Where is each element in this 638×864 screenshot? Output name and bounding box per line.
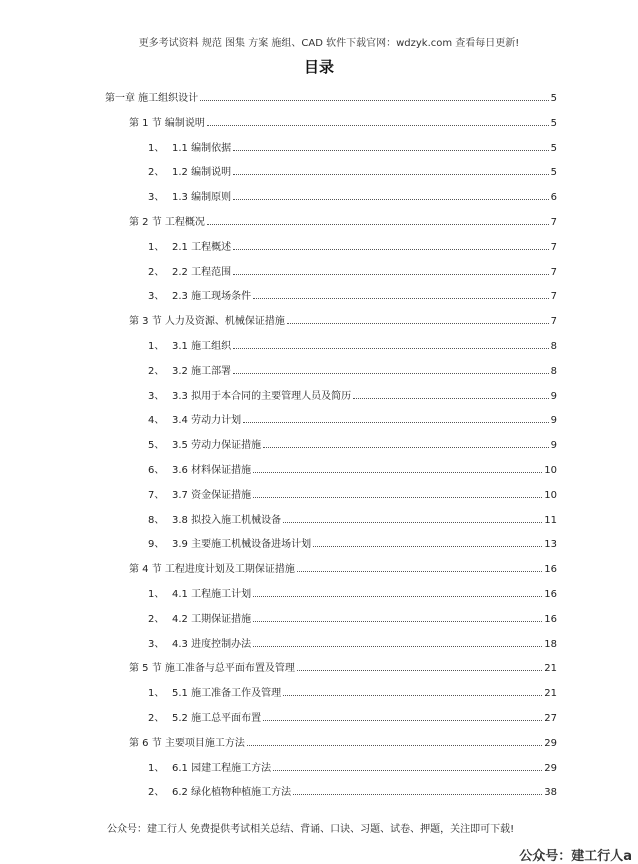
toc-entry-text (148, 486, 253, 501)
toc-page-number: 7 (550, 291, 557, 303)
toc-entry-title: 4.2 工期保证措施 (172, 613, 252, 625)
toc-subsection[interactable] (148, 708, 557, 724)
toc-page-number: 7 (550, 266, 557, 278)
toc-dot-leader (273, 770, 542, 771)
toc-entry-number: 1、 (148, 762, 165, 774)
page-title: 目录 (303, 58, 334, 76)
toc-dot-leader (293, 794, 542, 795)
toc-entry-title: 3.6 材料保证措施 (172, 465, 252, 476)
toc-page-number: 7 (550, 316, 557, 328)
toc-page-number: 9 (550, 415, 557, 427)
toc-entry-text (148, 188, 233, 203)
toc-subsection[interactable] (148, 262, 557, 278)
toc-entry-number: 3、 (148, 291, 165, 303)
toc-entry-text (148, 535, 313, 550)
toc-page-number: 5 (550, 93, 557, 104)
toc-entry-title: 2.3 施工现场条件 (172, 291, 252, 303)
toc-entry-text (148, 511, 283, 526)
toc-dot-leader (253, 646, 542, 647)
toc-page-number: 7 (550, 241, 557, 253)
toc-page-number: 38 (544, 787, 557, 799)
toc-entry-text: 第一章 施工组织设计 (105, 93, 199, 104)
toc-dot-leader (233, 249, 549, 250)
toc-entry-number: 1、 (148, 688, 165, 700)
toc-entry-title: 3.5 劳动力保证措施 (172, 440, 262, 452)
toc-entry-title: 3.3 拟用于本合同的主要管理人员及简历 (172, 390, 352, 402)
toc-subsection[interactable] (148, 758, 557, 774)
toc-subsection[interactable] (148, 634, 557, 650)
toc-page-number: 8 (550, 365, 557, 377)
toc-dot-leader (233, 348, 549, 349)
toc-entry-title: 1.1 编制依据 (172, 142, 232, 154)
toc-page-number: 27 (544, 713, 557, 724)
toc-entry-number: 8、 (148, 514, 165, 526)
toc-dot-leader (253, 497, 542, 498)
toc-dot-leader (207, 125, 549, 126)
toc-entry-number: 9、 (148, 539, 165, 551)
toc-subsection[interactable] (148, 683, 557, 699)
toc-subsection[interactable] (148, 435, 557, 451)
toc-entry-text (148, 337, 233, 352)
toc-entry-title: 3.8 拟投入施工机械设备 (172, 514, 282, 526)
toc-entry-text: 第 5 节 施工准备与总平面布置及管理 (129, 663, 295, 675)
toc-entry-text (148, 759, 273, 774)
toc-dot-leader (263, 720, 542, 721)
toc-entry-title: 1.3 编制原则 (172, 192, 232, 204)
toc-entry-text (148, 585, 253, 600)
toc-section[interactable] (129, 733, 557, 749)
watermark: 公众号：建工行人a (519, 849, 632, 864)
toc-entry-title: 5.2 施工总平面布置 (172, 713, 262, 724)
toc-page-number: 16 (544, 613, 557, 625)
toc-page-number: 21 (544, 688, 557, 700)
toc-entry-number: 3、 (148, 638, 165, 650)
toc-entry-text (148, 362, 233, 377)
toc-subsection[interactable] (148, 460, 557, 476)
toc-entry-title: 3.2 施工部署 (172, 365, 232, 377)
toc-page-number: 5 (550, 117, 557, 129)
toc-subsection[interactable] (148, 162, 557, 178)
toc-entry-number: 2、 (148, 713, 165, 724)
toc-dot-leader (297, 670, 542, 671)
toc-entry-text: 第 4 节 工程进度计划及工期保证措施 (129, 564, 295, 576)
toc-subsection[interactable] (148, 584, 557, 600)
toc-entry-text (148, 139, 233, 154)
toc-dot-leader (263, 447, 549, 448)
toc-page-number: 8 (550, 341, 557, 352)
toc-entry-number: 2、 (148, 365, 165, 377)
toc-section[interactable] (129, 212, 557, 228)
toc-section[interactable] (129, 658, 557, 674)
toc-page-number: 10 (544, 489, 557, 501)
toc-entry-text (148, 461, 253, 476)
toc-subsection[interactable] (148, 510, 557, 526)
toc-chapter[interactable] (105, 88, 557, 104)
toc-dot-leader (233, 199, 549, 200)
toc-entry-text (148, 238, 233, 253)
toc-entry-title: 6.2 绿化植物种植施工方法 (172, 787, 292, 799)
toc-section[interactable] (129, 311, 557, 327)
toc-dot-leader (247, 745, 542, 746)
toc-page-number: 16 (544, 564, 557, 576)
toc-page-number: 18 (544, 638, 557, 650)
toc-entry-text (148, 610, 253, 625)
toc-entry-title: 4.1 工程施工计划 (172, 589, 252, 600)
toc-subsection[interactable] (148, 237, 557, 253)
toc-dot-leader (287, 323, 549, 324)
toc-subsection[interactable] (148, 485, 557, 501)
toc-dot-leader (253, 621, 542, 622)
toc-subsection[interactable] (148, 138, 557, 154)
page-header: 更多考试资料 规范 图集 方案 施组、CAD 软件下载官网：wdzyk.com 查看每日更新! (138, 38, 520, 49)
toc-subsection[interactable] (148, 286, 557, 302)
toc-entry-text: 第 6 节 主要项目施工方法 (129, 737, 245, 749)
toc-entry-title: 2.2 工程范围 (172, 266, 232, 278)
toc-dot-leader (243, 422, 549, 423)
toc-page-number: 9 (550, 440, 557, 452)
toc-dot-leader (313, 546, 542, 547)
toc-entry-number: 2、 (148, 167, 165, 179)
toc-entry-text (148, 709, 263, 724)
toc-entry-text (148, 287, 253, 302)
toc-entry-title: 4.3 进度控制办法 (172, 638, 252, 650)
toc-page-number: 7 (550, 217, 557, 228)
toc-dot-leader (200, 100, 548, 101)
toc-dot-leader (233, 150, 549, 151)
toc-entry-number: 1、 (148, 241, 165, 253)
toc-entry-number: 3、 (148, 192, 165, 204)
toc-entry-text (148, 263, 233, 278)
toc-dot-leader (283, 695, 542, 696)
toc-page-number: 29 (544, 737, 557, 749)
toc-dot-leader (233, 373, 549, 374)
toc-entry-text (148, 783, 293, 798)
toc-subsection[interactable] (148, 361, 557, 377)
toc-dot-leader (207, 224, 549, 225)
toc-entry-title: 3.1 施工组织 (172, 341, 232, 352)
toc-dot-leader (283, 522, 542, 523)
toc-page-number: 11 (544, 514, 557, 526)
toc-subsection[interactable] (148, 187, 557, 203)
toc-entry-number: 3、 (148, 390, 165, 402)
toc-entry-number: 7、 (148, 489, 165, 501)
toc-entry-number: 6、 (148, 465, 165, 476)
toc-dot-leader (233, 274, 549, 275)
toc-dot-leader (253, 298, 549, 299)
toc-entry-text (148, 635, 253, 650)
toc-entry-title: 3.4 劳动力计划 (172, 415, 242, 427)
toc-page-number: 5 (550, 167, 557, 179)
toc-subsection[interactable] (148, 386, 557, 402)
toc-entry-number: 1、 (148, 589, 165, 600)
toc-dot-leader (297, 571, 542, 572)
toc-entry-number: 2、 (148, 613, 165, 625)
toc-entry-text: 第 2 节 工程概况 (129, 217, 205, 228)
toc-page-number: 9 (550, 390, 557, 402)
toc-subsection[interactable] (148, 609, 557, 625)
toc-dot-leader (253, 596, 542, 597)
toc-section[interactable] (129, 113, 557, 129)
toc-entry-text: 第 3 节 人力及资源、机械保证措施 (129, 316, 285, 328)
toc-entry-number: 4、 (148, 415, 165, 427)
toc-entry-title: 2.1 工程概述 (172, 241, 232, 253)
toc-entry-title: 5.1 施工准备工作及管理 (172, 688, 282, 700)
toc-entry-number: 1、 (148, 341, 165, 352)
toc-page-number: 5 (550, 142, 557, 154)
toc-page-number: 10 (544, 465, 557, 476)
toc-page-number: 29 (544, 762, 557, 774)
toc-subsection[interactable] (148, 336, 557, 352)
toc-page-number: 13 (544, 539, 557, 551)
toc-dot-leader (233, 174, 549, 175)
toc-subsection[interactable] (148, 410, 557, 426)
toc-entry-number: 2、 (148, 787, 165, 799)
toc-entry-text: 第 1 节 编制说明 (129, 117, 205, 129)
toc-page-number: 16 (544, 589, 557, 600)
toc-subsection[interactable] (148, 534, 557, 550)
toc-entry-text (148, 436, 263, 451)
toc-entry-text (148, 163, 233, 178)
toc-entry-text (148, 387, 353, 402)
toc-subsection[interactable] (148, 782, 557, 798)
toc-dot-leader (353, 398, 549, 399)
toc-entry-title: 3.7 资金保证措施 (172, 489, 252, 501)
toc-entry-title: 3.9 主要施工机械设备进场计划 (172, 539, 312, 551)
toc-entry-number: 1、 (148, 142, 165, 154)
page-footer: 公众号：建工行人 免费提供考试相关总结、背诵、口诀、习题、试卷、押题，关注即可下载! (107, 824, 515, 835)
toc-entry-text (148, 411, 243, 426)
toc-page-number: 21 (544, 663, 557, 675)
toc-entry-title: 6.1 园建工程施工方法 (172, 762, 272, 774)
toc-entry-number: 5、 (148, 440, 165, 452)
toc-section[interactable] (129, 559, 557, 575)
toc-entry-title: 1.2 编制说明 (172, 167, 232, 179)
toc-dot-leader (253, 472, 542, 473)
toc-entry-number: 2、 (148, 266, 165, 278)
toc-entry-text (148, 684, 283, 699)
toc-page-number: 6 (550, 192, 557, 204)
